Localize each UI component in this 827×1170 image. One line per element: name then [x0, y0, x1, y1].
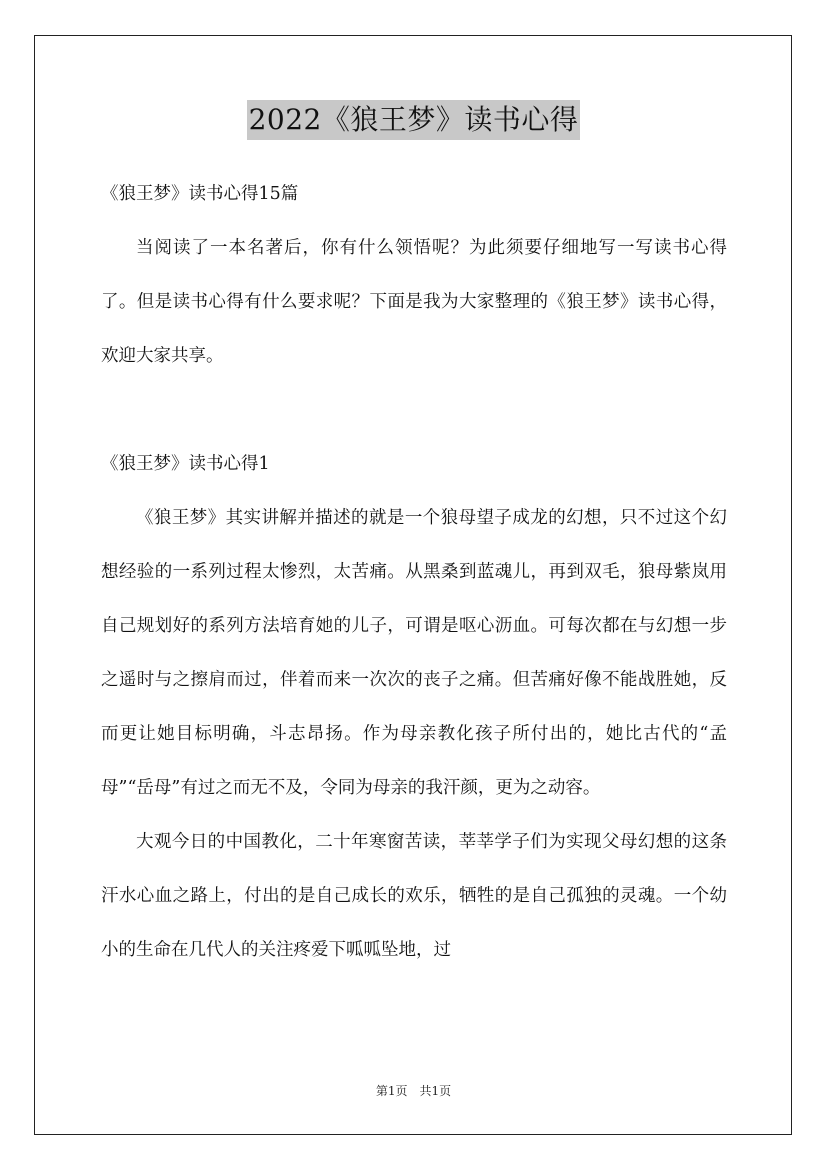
- document-title: 2022《狼王梦》读书心得: [247, 100, 581, 140]
- title-wrap: [0, 100, 827, 140]
- document-subtitle: 《狼王梦》读书心得15篇: [101, 184, 299, 204]
- page-footer: [0, 1082, 827, 1099]
- body-paragraph-2: 大观今日的中国教化，二十年寒窗苦读，莘莘学子们为实现父母幻想的这条汗水心血之路上，付出的是自己成长的欢乐，牺牲的是自己孤独的灵魂。一个幼小的生命在几代人的关注疼爱下呱呱坠地，过: [101, 832, 727, 960]
- intro-paragraph: 当阅读了一本名著后，你有什么领悟呢？为此须要仔细地写一写读书心得了。但是读书心得有什么要求呢？下面是我为大家整理的《狼王梦》读书心得，欢迎大家共享。: [101, 238, 727, 366]
- section-heading: 《狼王梦》读书心得1: [101, 454, 270, 474]
- section-spacer: [101, 383, 727, 437]
- page-total: 共1页: [419, 1084, 452, 1098]
- document-body: [101, 167, 727, 977]
- body-paragraph-1: 《狼王梦》其实讲解并描述的就是一个狼母望子成龙的幻想，只不过这个幻想经验的一系列过程太惨烈，太苦痛。从黑桑到蓝魂儿，再到双毛，狼母紫岚用自己规划好的系列方法培育她的儿子，可谓是呕心沥血。可每次都在与幻想一步之遥时与之擦肩而过，伴着而来一次次的丧子之痛。但苦痛好像不能战胜她，反而更让她目标明确，斗志昂扬。作为母亲教化孩子所付出的，她比古代的“孟母”“岳母”有过之而无不及，令同为母亲的我汗颜，更为之动容。: [101, 508, 727, 798]
- page-number: 第1页: [375, 1084, 408, 1098]
